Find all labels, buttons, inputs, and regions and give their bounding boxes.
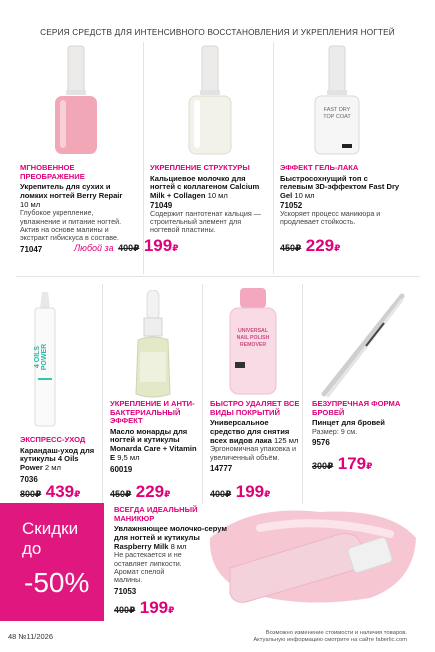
product-category: БЕЗУПРЕЧНАЯ ФОРМА БРОВЕЙ xyxy=(312,399,401,417)
product-category: БЫСТРО УДАЛЯЕТ ВСЕ ВИДЫ ПОКРЫТИЙ xyxy=(210,399,300,417)
page-number: 48 №11/2026 xyxy=(8,632,54,641)
product-category: МГНОВЕННОЕ ПРЕОБРАЖЕНИЕ xyxy=(20,163,85,181)
product-category: ЭКСПРЕСС-УХОД xyxy=(20,435,86,444)
divider xyxy=(16,276,420,277)
sale-banner xyxy=(0,503,104,621)
product-code: 71053 xyxy=(114,586,137,596)
divider xyxy=(273,42,274,274)
product-description: Размер: 9 см. xyxy=(312,426,358,436)
product-description: Содержит пантотенат кальция — строительный элемент для ногтевой пластины. xyxy=(150,208,261,235)
product-name: Увлажняющее молочко-серум для ногтей и кутикулы Raspberry Milk 8 мл xyxy=(114,524,228,551)
product-category: ВСЕГДА ИДЕАЛЬНЫЙ МАНИКЮР xyxy=(114,505,198,523)
product-code: 71052 xyxy=(280,200,303,210)
product-description: Глубокое укрепление, увлажнение и питание ногтей. Актив на основе малины и экстракт гибискуса в составе. xyxy=(20,208,122,243)
product-code: 9576 xyxy=(312,438,330,448)
footer-disclaimer xyxy=(253,630,407,644)
divider xyxy=(302,284,303,504)
product-name: Кальциевое молочко для ногтей с коллагеном Calcium Milk + Collagen 10 мл xyxy=(150,173,260,201)
price-raspberry-milk: 400₽ 199₽ xyxy=(114,598,175,617)
price-polish-remover: 400₽ 199₽ xyxy=(210,482,271,501)
product-name: Карандаш-уход для кутикулы 4 Oils Power 2 мл xyxy=(20,445,95,473)
product-info-cuticle-pen xyxy=(20,436,100,484)
product-image-fast-dry-gel xyxy=(312,44,362,158)
sale-text: до xyxy=(22,539,42,558)
product-info-monarda-oil xyxy=(110,400,200,474)
product-name: Масло монарды для ногтей и кутикулы Monarda Care + Vitamin E 9,5 мл xyxy=(110,426,197,462)
group-price: Любой за 400₽ 199₽ xyxy=(74,236,179,255)
product-category: ЭФФЕКТ ГЕЛЬ-ЛАКА xyxy=(280,163,359,172)
product-info-calcium-milk xyxy=(150,164,268,235)
footer-note: Актуальную информацию смотрите на сайте faberlic.com xyxy=(253,637,407,643)
divider xyxy=(202,284,203,504)
product-image-monarda-oil xyxy=(128,290,178,400)
product-info-fast-dry-gel xyxy=(280,164,400,226)
product-image-tweezers xyxy=(318,290,408,400)
product-info-tweezers xyxy=(312,400,408,447)
product-description: Эргономичная упаковка и увеличенный объём. xyxy=(210,444,296,462)
product-label-fast-dry-gel: FAST DRY TOP COAT xyxy=(323,107,351,120)
product-info-polish-remover xyxy=(210,400,300,473)
product-image-berry-repair xyxy=(52,44,100,158)
product-name: Быстросохнущий топ с гелевым 3D-эффектом Fast Dry Gel 10 мл xyxy=(280,173,400,201)
product-image-calcium-milk xyxy=(186,44,234,158)
price-cuticle-pen: 800₽ 439₽ xyxy=(20,482,81,501)
product-code: 60019 xyxy=(110,464,133,474)
product-category: УКРЕПЛЕНИЕ И АНТИ-БАКТЕРИАЛЬНЫЙ ЭФФЕКТ xyxy=(110,399,195,425)
product-category: УКРЕПЛЕНИЕ СТРУКТУРЫ xyxy=(150,163,250,172)
product-name: Универсальное средство для снятия всех видов лака 125 мл xyxy=(210,418,299,445)
footer-note: Возможно изменение стоимости и наличия товаров. xyxy=(265,630,407,636)
product-code: 71047 xyxy=(20,244,43,254)
divider xyxy=(102,284,103,504)
page-header: СЕРИЯ СРЕДСТВ ДЛЯ ИНТЕНСИВНОГО ВОССТАНОВЛЕНИЯ И УКРЕПЛЕНИЯ НОГТЕЙ xyxy=(40,28,395,37)
sale-text: Скидки xyxy=(22,519,79,538)
product-name: Укрепитель для сухих и ломких ногтей Berry Repair 10 мл xyxy=(20,182,123,209)
price-monarda-oil: 450₽ 229₽ xyxy=(110,482,171,501)
product-code: 71049 xyxy=(150,200,173,210)
product-code: 7036 xyxy=(20,474,38,484)
product-info-raspberry-milk xyxy=(114,506,234,596)
product-code: 14777 xyxy=(210,463,233,473)
price-fast-dry-gel: 450₽ 229₽ xyxy=(280,236,341,255)
sale-percent: -50% xyxy=(24,567,90,598)
product-label-polish-remover: UNIVERSAL NAIL POLISH REMOVER xyxy=(236,328,270,348)
product-description: Не растекается и не оставляет липкости. Аромат спелой малины. xyxy=(114,550,182,585)
product-name: Пинцет для бровей xyxy=(312,418,385,427)
product-description: Ускоряет процесс маникюра и продлевает стойкость. xyxy=(280,208,381,227)
product-label-cuticle-pen: 4 OILS POWER xyxy=(34,343,48,371)
price-tweezers: 300₽ 179₽ xyxy=(312,454,373,473)
